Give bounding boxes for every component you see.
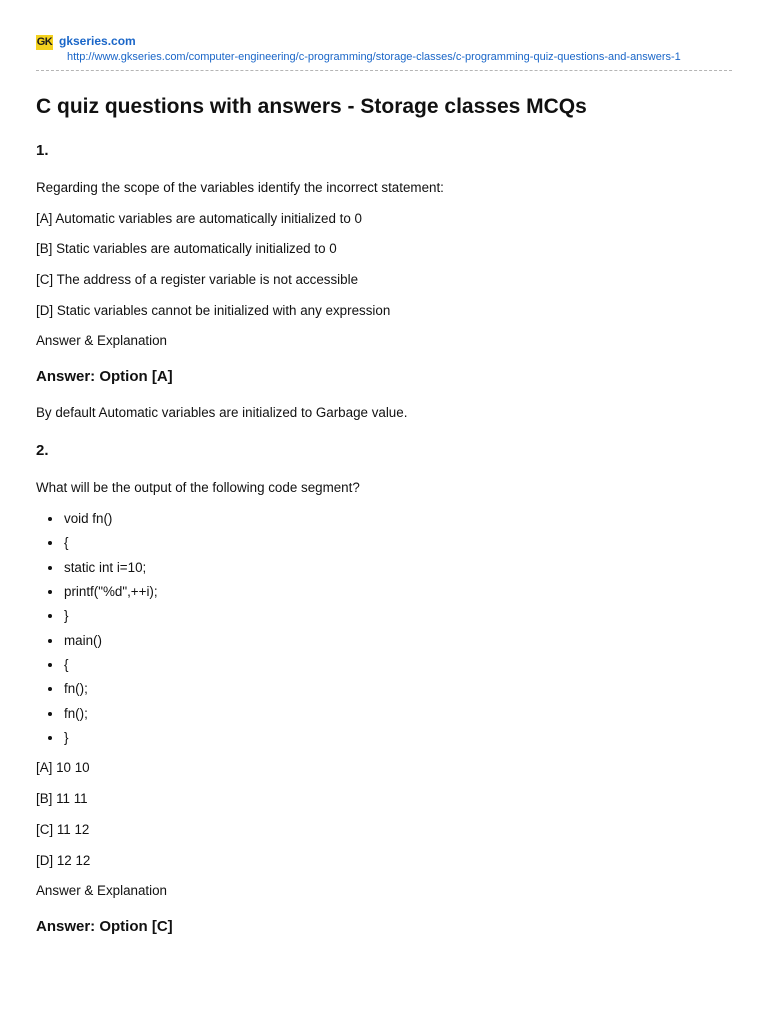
- code-line: [36, 534, 732, 552]
- code-line-text: fn();: [64, 705, 88, 721]
- question-1-option-a: [A] Automatic variables are automatically initialized to 0: [36, 210, 362, 226]
- question-2-option-c: [C] 11 12: [36, 821, 90, 837]
- question-2-option-d: [D] 12 12: [36, 852, 91, 868]
- bullet-icon: [48, 736, 52, 740]
- code-line-text: {: [64, 535, 69, 551]
- bullet-icon: [48, 541, 52, 545]
- question-2-option-b: [B] 11 11: [36, 791, 88, 807]
- question-1-option-c: [C] The address of a register variable is not accessible: [36, 272, 359, 288]
- question-1-number: 1.: [36, 142, 49, 159]
- question-1-option-d: [D] Static variables cannot be initialized with any expression: [36, 302, 391, 318]
- question-1-explanation: By default Automatic variables are initialized to Garbage value.: [36, 405, 408, 421]
- question-1-option-b: [B] Static variables are automatically initialized to 0: [36, 241, 337, 257]
- site-logo[interactable]: GK: [36, 36, 53, 48]
- code-line: [36, 656, 732, 674]
- bullet-icon: [48, 590, 52, 594]
- code-line: [36, 729, 732, 747]
- question-1-answer: Answer: Option [A]: [36, 368, 173, 386]
- header-divider: [36, 70, 732, 71]
- bullet-icon: [48, 517, 52, 521]
- question-2-text: What will be the output of the following code segment?: [36, 480, 360, 496]
- code-line: [36, 583, 732, 601]
- bullet-icon: [48, 712, 52, 716]
- code-line: [36, 607, 732, 625]
- code-line-text: void fn(): [64, 511, 113, 527]
- code-line-text: }: [64, 608, 69, 624]
- code-line-text: }: [64, 729, 69, 745]
- question-2-answer-toggle[interactable]: Answer & Explanation: [36, 883, 168, 899]
- code-line-text: printf("%d",++i);: [64, 584, 158, 600]
- code-line: [36, 680, 732, 698]
- code-line: [36, 559, 732, 577]
- main-content: [36, 92, 732, 954]
- source-url-link[interactable]: http://www.gkseries.com/computer-engineering/c-programming/storage-classes/c-programming-quiz-questions-and-answers-1: [67, 51, 681, 63]
- page-header: [36, 30, 732, 74]
- code-line-text: static int i=10;: [64, 559, 147, 575]
- question-2-number: 2.: [36, 442, 49, 460]
- question-1-text: Regarding the scope of the variables identify the incorrect statement:: [36, 180, 444, 195]
- code-line: [36, 632, 732, 650]
- site-name-link[interactable]: gkseries.com: [59, 34, 136, 48]
- code-line-text: main(): [64, 632, 102, 648]
- code-line: [36, 705, 732, 723]
- bullet-icon: [48, 639, 52, 643]
- code-line-text: fn();: [64, 681, 88, 697]
- question-1-answer-toggle[interactable]: Answer & Explanation: [36, 333, 168, 349]
- bullet-icon: [48, 687, 52, 691]
- question-2-code-list: [36, 510, 732, 747]
- code-line-text: {: [64, 656, 69, 672]
- bullet-icon: [48, 566, 52, 570]
- code-line: [36, 510, 732, 528]
- bullet-icon: [48, 663, 52, 667]
- bullet-icon: [48, 614, 52, 618]
- page-title: C quiz questions with answers - Storage classes MCQs: [36, 95, 587, 118]
- question-2-option-a: [A] 10 10: [36, 760, 90, 776]
- question-2-answer: Answer: Option [C]: [36, 918, 173, 936]
